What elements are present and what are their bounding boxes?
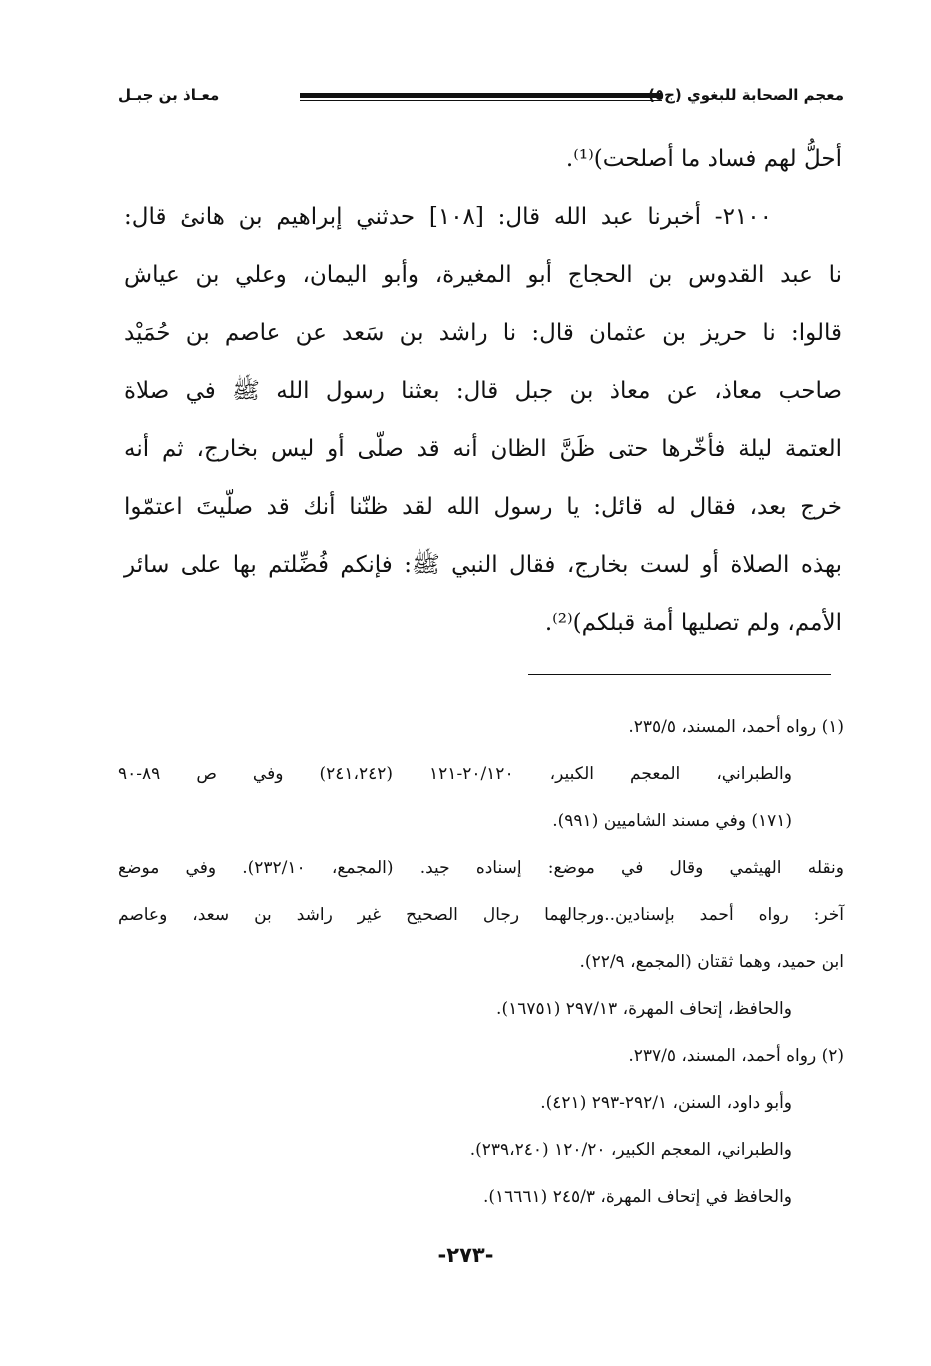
footnote-line: (٢) رواه أحمد، المسند، ٢٣٧/٥.	[628, 1046, 844, 1066]
text-line: بهذه الصلاة أو لست بخارج، فقال النبي ﷺ: فإنكم فُضِّلتم بها على سائر	[124, 552, 842, 578]
text-line: قالوا: نا حريز بن عثمان قال: نا راشد بن سَعد عن عاصم بن حُمَيْد	[124, 320, 842, 346]
text-line: خرج بعد، فقال له قائل: يا رسول الله لقد ظنّنا أنك قد صلّيتَ اعتمّوا	[124, 494, 842, 520]
text-line: العتمة ليلة فأخّرها حتى ظَنَّ الظان أنه قد صلّى أو ليس بخارج، ثم أنه	[124, 436, 842, 462]
footnote-line: (١) رواه أحمد، المسند، ٢٣٥/٥.	[628, 717, 844, 737]
text-line: نا عبد القدوس بن الحجاج أبو المغيرة، وأبو اليمان، وعلي بن عياش	[124, 262, 842, 288]
footnote-separator	[528, 674, 831, 675]
text-line: الأمم، ولم تصليها أمة قبلكم)⁽²⁾.	[544, 610, 842, 636]
header-rule	[300, 93, 662, 101]
footnote-line: وأبو داود، السنن، ٢٩٢/١-٢٩٣ (٤٢١).	[540, 1093, 792, 1113]
text-line: صاحب معاذ، عن معاذ بن جبل قال: بعثنا رسول الله ﷺ في صلاة	[124, 378, 842, 404]
main-text	[124, 130, 842, 652]
footnote-line: ونقله الهيثمي وقال في موضع: إسناده جيد. (المجمع، ٢٣٢/١٠). وفي موضع	[118, 858, 844, 878]
text-line: ٢١٠٠- أخبرنا عبد الله قال: [١٠٨] حدثني إبراهيم بن هانئ قال:	[124, 204, 772, 230]
footnote-line: والحافظ في إتحاف المهرة، ٢٤٥/٣ (١٦٦٦١).	[482, 1187, 792, 1207]
footnote-line: (١٧١) وفي مسند الشاميين (٩٩١).	[552, 811, 792, 831]
footnote-line: والطبراني، المعجم الكبير، ٢٠/١٢٠-١٢١ (٢٤١،٢٤٢) وفي ص ٨٩-٩٠	[118, 764, 792, 784]
footnote-line: ابن حميد، وهما ثقتان (المجمع، ٢٢/٩).	[579, 952, 844, 972]
footnote-line: والطبراني، المعجم الكبير، ١٢٠/٢٠ (٢٣٩،٢٤٠).	[469, 1140, 792, 1160]
footnotes	[118, 704, 844, 1221]
footnote-line: آخر: رواه أحمد بإسنادين..ورجالهما رجال الصحيح غير راشد بن سعد، وعاصم	[118, 905, 844, 925]
book-title: معجم الصحابة للبغوي (ج٥)	[648, 86, 844, 104]
running-header	[118, 86, 844, 112]
chapter-name: معـاذ بن جبـل	[118, 86, 220, 104]
footnote-line: والحافظ، إتحاف المهرة، ٢٩٧/١٣ (١٦٧٥١).	[496, 999, 792, 1019]
page-number: -٢٧٣-	[437, 1243, 494, 1267]
text-line: أحلُّ لهم فساد ما أصلحت)⁽¹⁾.	[565, 146, 842, 172]
